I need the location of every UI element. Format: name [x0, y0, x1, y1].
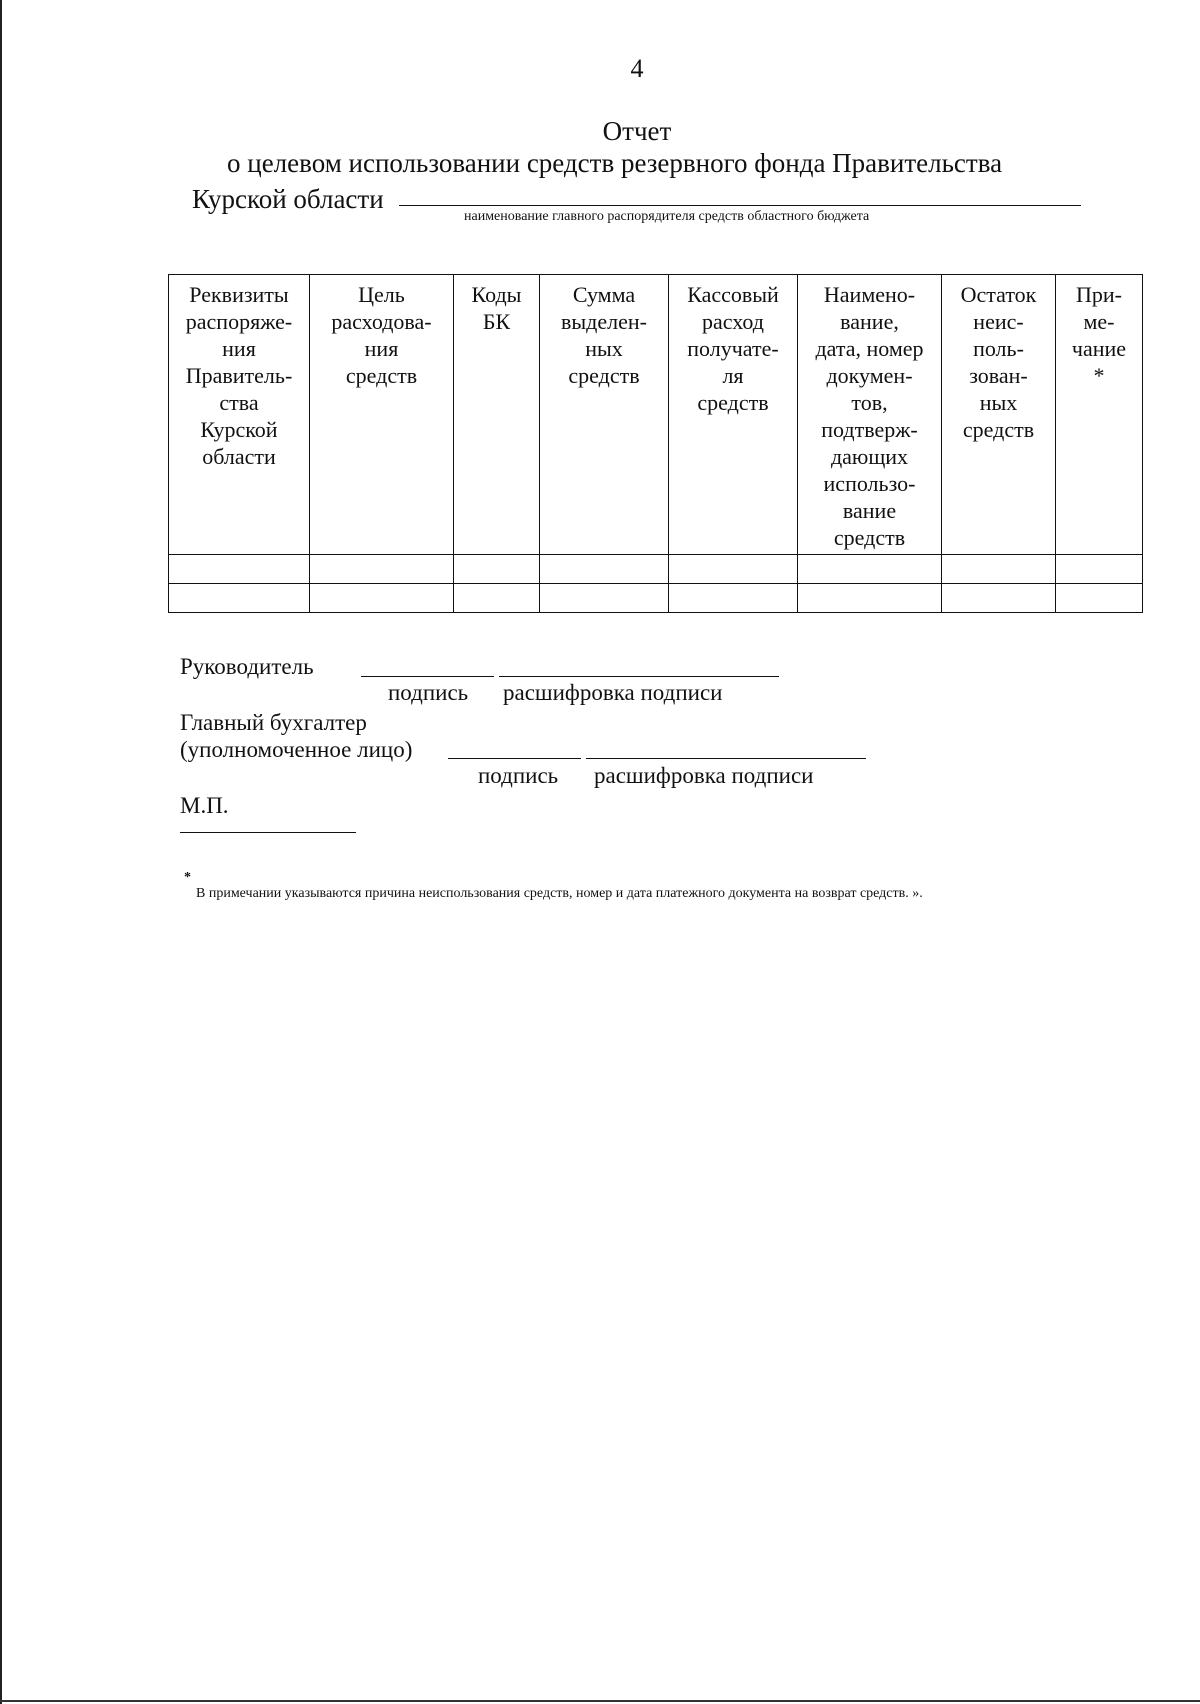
- header-cash-expense: Кассовый расход получате- ля средств: [669, 275, 798, 555]
- table-cell[interactable]: [798, 555, 942, 584]
- footnote-mark: *: [184, 870, 191, 885]
- accountant-decoding-caption: расшифровка подписи: [594, 763, 814, 788]
- table-cell[interactable]: [669, 555, 798, 584]
- report-table: [168, 274, 1143, 613]
- authorized-person-label: (уполномоченное лицо): [180, 737, 413, 762]
- table-cell[interactable]: [540, 555, 669, 584]
- table-cell[interactable]: [310, 584, 454, 613]
- page-bottom-edge: [0, 1700, 1200, 1702]
- accountant-signature-caption: подпись: [478, 763, 559, 788]
- table-cell[interactable]: [1056, 584, 1143, 613]
- header-unused-balance: Остаток неис- поль- зован- ных средств: [942, 275, 1056, 555]
- table-cell[interactable]: [1056, 555, 1143, 584]
- head-signature-line[interactable]: [361, 676, 494, 677]
- accountant-label: Главный бухгалтер: [180, 710, 367, 735]
- header-documents: Наимено- вание, дата, номер докумен- тов, подтверж- дающих использо- вание средств: [798, 275, 942, 555]
- table-cell[interactable]: [669, 584, 798, 613]
- table-row: [169, 555, 1143, 584]
- header-budget-codes: Коды БК: [454, 275, 540, 555]
- table-cell[interactable]: [942, 584, 1056, 613]
- head-signature-caption: подпись: [388, 680, 469, 705]
- page-number: 4: [630, 54, 644, 83]
- table-cell[interactable]: [310, 555, 454, 584]
- table-cell[interactable]: [540, 584, 669, 613]
- table-cell[interactable]: [169, 555, 310, 584]
- table-header-row: [169, 275, 1143, 555]
- table-cell[interactable]: [798, 584, 942, 613]
- footnote-separator: [180, 832, 356, 833]
- table-cell[interactable]: [454, 584, 540, 613]
- region-label: Курской области: [192, 184, 384, 214]
- header-note: При- ме- чание *: [1056, 275, 1143, 555]
- report-subtitle: о целевом использовании средств резервного фонда Правительства: [227, 148, 1003, 178]
- table-cell[interactable]: [942, 555, 1056, 584]
- table-row: [169, 584, 1143, 613]
- footnote-text: В примечании указываются причина неиспользования средств, номер и дата платежного документа на возврат средств. ».: [196, 886, 923, 901]
- header-order-details: Реквизиты распоряже- ния Правитель- ства Курской области: [169, 275, 310, 555]
- accountant-signature-line[interactable]: [448, 758, 581, 759]
- stamp-label: М.П.: [180, 793, 229, 818]
- head-decoding-caption: расшифровка подписи: [503, 680, 723, 705]
- header-purpose: Цель расходова- ния средств: [310, 275, 454, 555]
- region-underline: [399, 205, 1081, 206]
- region-caption: наименование главного распорядителя средств областного бюджета: [464, 209, 870, 224]
- accountant-decoding-line[interactable]: [586, 758, 866, 759]
- head-decoding-line[interactable]: [499, 676, 779, 677]
- table-cell[interactable]: [454, 555, 540, 584]
- table-cell[interactable]: [169, 584, 310, 613]
- report-title: Отчет: [602, 116, 672, 146]
- header-allocated-amount: Сумма выделен- ных средств: [540, 275, 669, 555]
- head-label: Руководитель: [180, 654, 314, 679]
